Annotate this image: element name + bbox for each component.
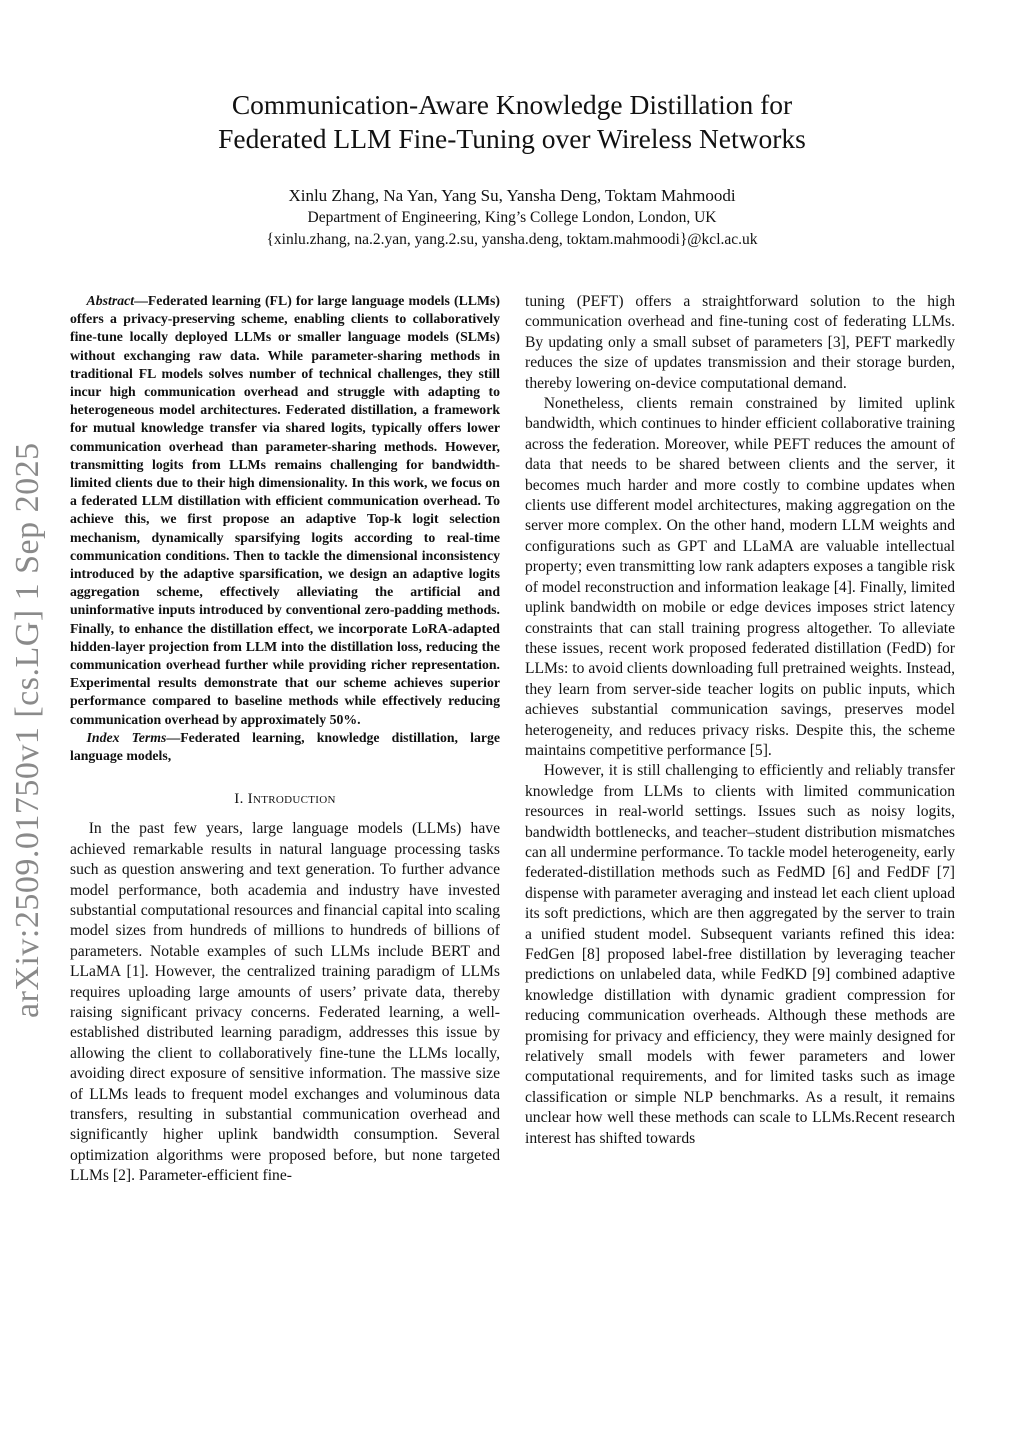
index-terms-label: Index Terms	[86, 729, 167, 745]
left-column	[70, 292, 500, 1187]
right-paragraph-1: tuning (PEFT) offers a straightforward solution to the high communication overhead and fine-tuning cost of federating LLMs. By updating only a small subset of parameters [3], PEFT markedly reduces the size of updates transmission and their storage burden, thereby lowering on-device computational demand.	[525, 293, 955, 392]
intro-paragraph-1: In the past few years, large language models (LLMs) have achieved remarkable results in natural language processing tasks such as question answering and text generation. To further advance model performance, both academia and industry have invested substantial computational resources and financial capital into scaling model sizes from hundreds of millions to hundreds of billions of parameters. Notable examples of such LLMs include BERT and LLaMA [1]. However, the centralized training paradigm of LLMs requires uploading large amounts of users’ private data, thereby raising significant privacy concerns. Federated learning, a well-established distributed learning paradigm, addresses this issue by allowing the client to collaboratively fine-tune the LLMs locally, avoiding direct exposure of sensitive information. The massive size of LLMs leads to frequent model exchanges and voluminous data transfers, resulting in substantial communication overhead and significantly higher uplink bandwidth consumption. Several optimization algorithms were proposed before, but none targeted LLMs [2]. Parameter-efficient fine-	[70, 820, 500, 1185]
abstract-text: —Federated learning (FL) for large language models (LLMs) offers a privacy-preserving scheme, enabling clients to collaboratively fine-tune locally deployed LLMs or smaller language models (SLMs) without exchanging raw data. While parameter-sharing methods in traditional FL models solves number of technical challenges, they still incur high communication overhead and struggle with adapting to heterogeneous model architectures. Federated distillation, a framework for mutual knowledge transfer via shared logits, typically offers lower communication overhead than parameter-sharing methods. However, transmitting logits from LLMs remains challenging for bandwidth-limited clients due to their high dimensionality. In this work, we focus on a federated LLM distillation with efficient communication overhead. To achieve this, we first propose an adaptive Top-k logit selection mechanism, dynamically sparsifying logits according to real-time communication conditions. Then to tackle the dimensional inconsistency introduced by the adaptive sparsification, we design an adaptive logits aggregation scheme, effectively alleviating the artificial and uninformative inputs introduced by conventional zero-padding methods. Finally, to enhance the distillation effect, we incorporate LoRA-adapted hidden-layer projection from LLM into the distillation loss, reducing the communication overhead further while providing richer representation. Experimental results demonstrate that our scheme achieves superior performance compared to baseline methods while effectively reducing communication overhead by approximately 50%.	[70, 293, 500, 727]
index-terms-text: —Federated learning, knowledge distillation, large language models,	[70, 729, 500, 764]
abstract	[70, 292, 500, 729]
author-emails: {xinlu.zhang, na.2.yan, yang.2.su, yansha.deng, toktam.mahmoodi}@kcl.ac.uk	[266, 231, 758, 248]
author-list: Xinlu Zhang, Na Yan, Yang Su, Yansha Deng, Toktam Mahmoodi	[288, 186, 736, 205]
paper-title-line-2: Federated LLM Fine-Tuning over Wireless Networks	[218, 123, 806, 154]
right-paragraph-2: Nonetheless, clients remain constrained by limited uplink bandwidth, which continues to hinder efficient collaborative training across the federation. Moreover, while PEFT reduces the amount of data that needs to be shared between clients and the server, it becomes much harder and more costly to combine updates when clients use different model architectures, making aggregation on the server more complex. On the other hand, modern LLM weights and configurations such as GPT and LLaMA are valuable intellectual property; even transmitting low rank adapters exposes a tangible risk of model reconstruction and information leakage [4]. Finally, limited uplink bandwidth on mobile or edge devices imposes strict latency constraints that can stall training progress altogether. To alleviate these issues, recent work proposed federated distillation (FedD) for LLMs: to avoid clients downloading full pretrained weights. Instead, they learn from server-side teacher logits on public inputs, which achieves substantial communication savings, preserves model heterogeneity, and reduces privacy risks. Despite this, the scheme maintains competitive performance [5].	[525, 395, 956, 759]
paper-title	[120, 88, 904, 156]
author-affiliation: Department of Engineering, King’s College London, London, UK	[307, 209, 717, 226]
index-terms	[70, 729, 500, 765]
abstract-label: Abstract	[86, 293, 135, 308]
paper-title-line-1: Communication-Aware Knowledge Distillation for	[231, 89, 793, 120]
section-heading-introduction: I. Introduction	[234, 791, 336, 808]
arxiv-identifier-stamp: arXiv:2509.01750v1 [cs.LG] 1 Sep 2025	[9, 442, 46, 1018]
right-paragraph-3: However, it is still challenging to efficiently and reliably transfer knowledge from LLMs to clients with limited communication resources in real-world settings. Issues such as noisy logits, bandwidth bottlenecks, and teacher–student distribution mismatches can all undermine performance. To tackle model heterogeneity, early federated-distillation methods such as FedMD [6] and FedDF [7] dispense with parameter averaging and instead let each client upload its soft predictions, which are then aggregated by the server to train a unified student model. Subsequent variants refined this idea: FedGen [8] proposed label-free distillation by leveraging teacher predictions on unlabeled data, while FedKD [9] combined adaptive knowledge distillation with dynamic gradient compression for reducing communication overheads. Although these methods are promising for privacy and efficiency, they were mainly designed for relatively small models with fewer parameters and lower computational requirements, and for limited tasks such as image classification or simple NLP benchmarks. As a result, it remains unclear how well these methods can scale to LLMs.Recent research interest has shifted towards	[525, 762, 955, 1147]
right-column	[525, 292, 955, 1149]
